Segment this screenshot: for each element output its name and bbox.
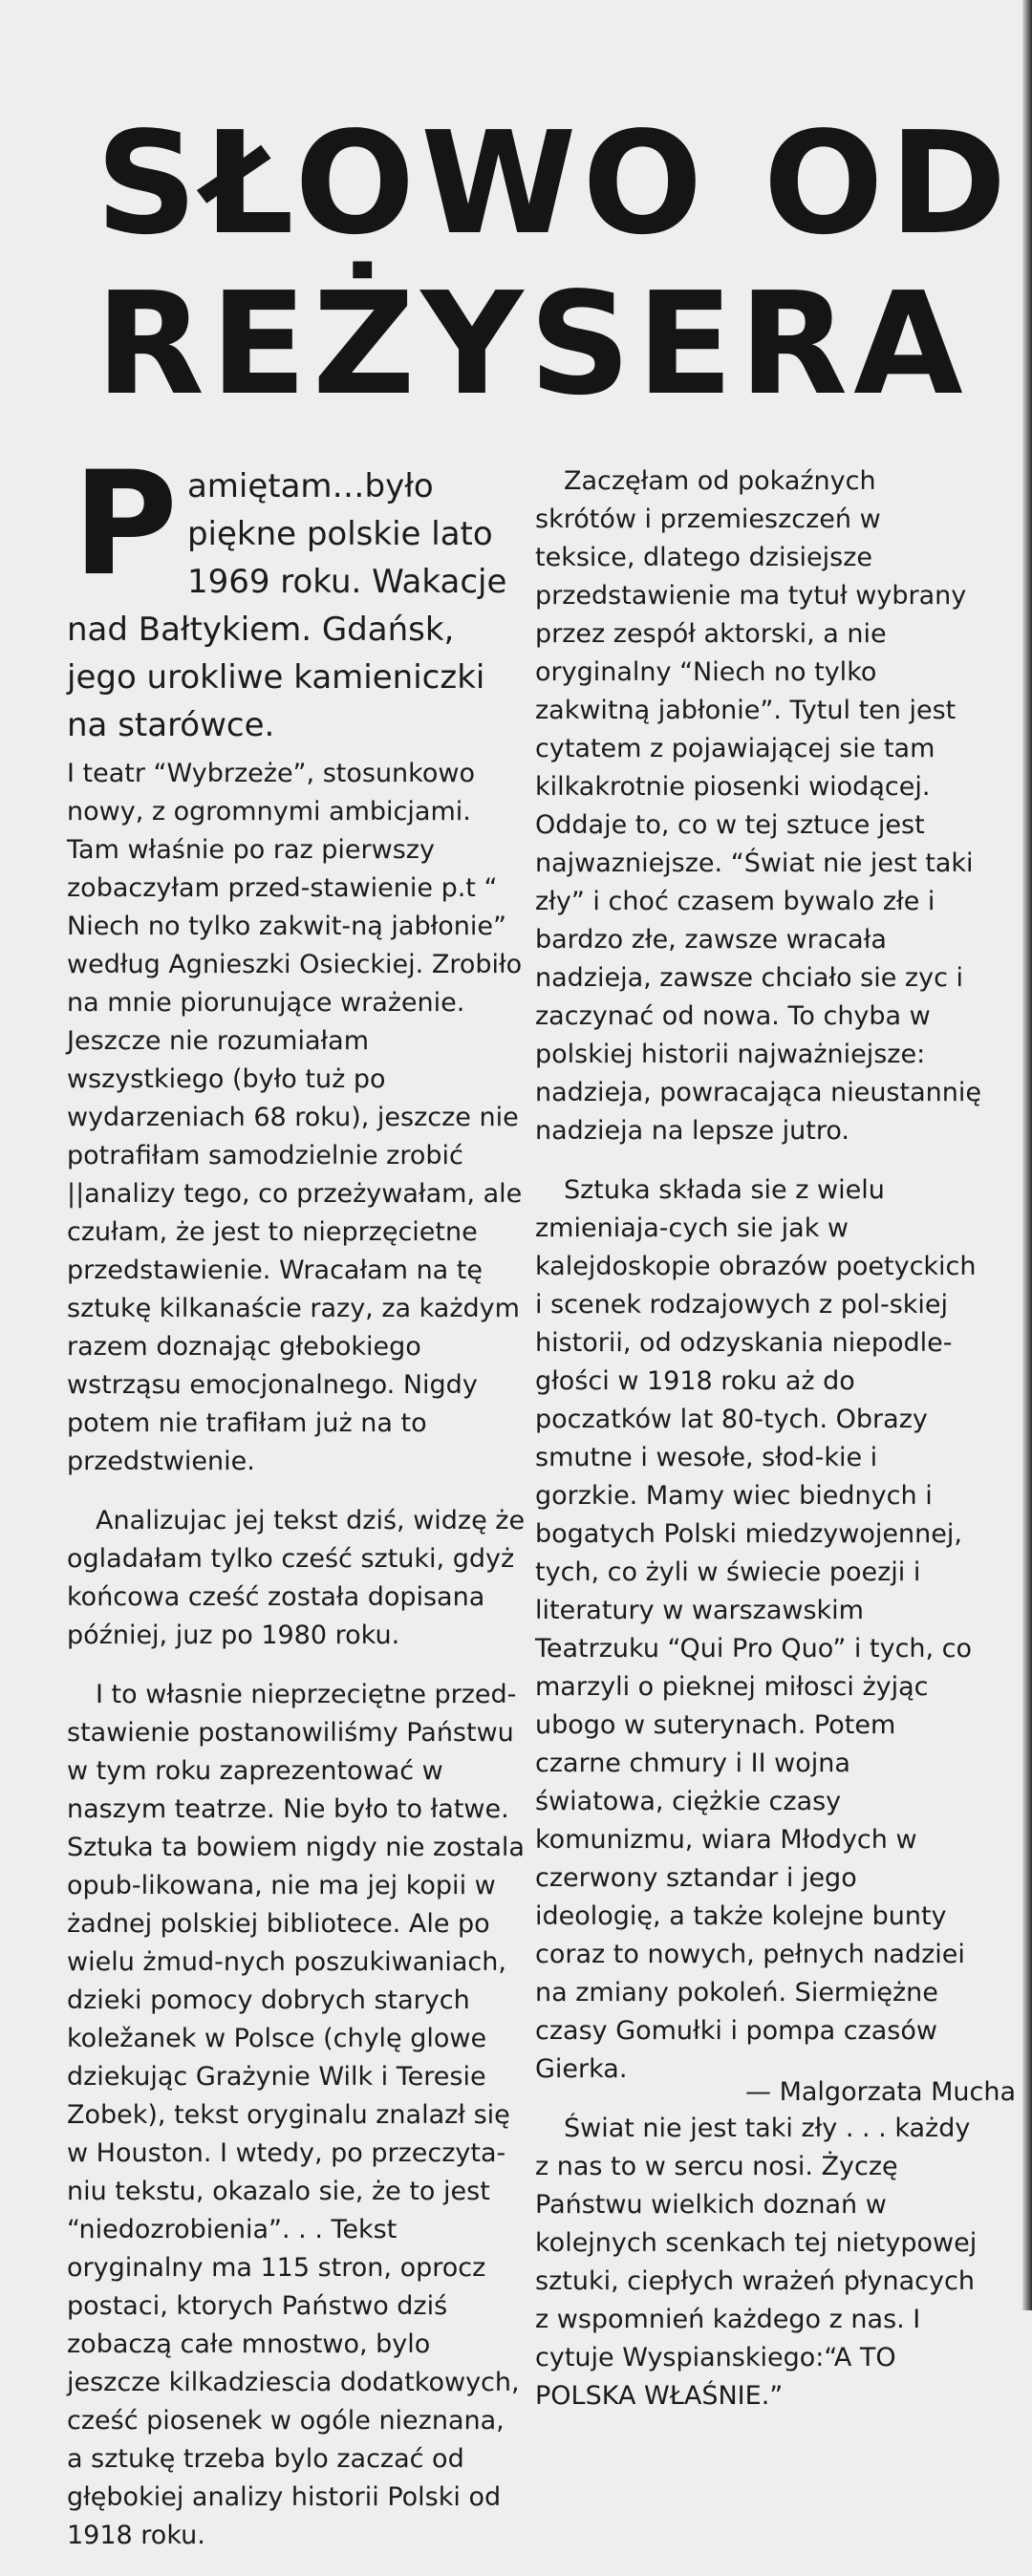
right-paragraph-1: Zaczęłam od pokaźnych skrótów i przemieszczeń w teksice, dlatego dzisiejsze przedstawienie ma tytuł wybrany przez zespół aktorski, a nie oryginalny “Niech no tylko zakwitną jabłonie”. Tytul ten jest cytatem z pojawiającej sie tam kilkakrotnie piosenki wiodącej. Oddaje to, co w tej sztuce jest najwazniejsze. “Świat nie jest taki zły” i choć czasem bywalo złe i bardzo złe, zawsze wracała nadzieja, zawsze chciało sie zyc i zaczynać od nowa. To chyba w polskiej historii najważniejsze: nadzieja, powracająca nieustannię nadzieja na lepsze jutro. bbox=[535, 466, 981, 1146]
left-paragraph-3: I to własnie nieprzeciętne przed-stawienie postanowiliśmy Państwu w tym roku zaprezentować w naszym teatrze. Nie było to łatwe. Sztuka ta bowiem nigdy nie zostala opub-likowana, nie ma jej kopii w żadnej polskiej bibliotece. Ale po wielu żmud-nych poszukiwaniach, dzieki pomocy dobrych starych koležanek w Polsce (chylę glowe dziekując Grażynie Wilk i Teresie Zobek), tekst oryginalu znalazł się w Houston. I wtedy, po przeczyta-niu tekstu, okazalo sie, że to jest “niedozrobienia”. . . Tekst oryginalny ma 115 stron, oprocz postaci, ktorych Państwo dziś zobaczą całe mnostwo, bylo jeszcze kilkadziescia dodatkowych, cześć piosenek w ogóle nieznana, a sztukę trzeba bylo zaczać od głębokiej analizy historii Polski od 1918 roku. bbox=[67, 1680, 525, 2550]
page-edge bbox=[1022, 0, 1032, 2310]
title-line-1: SŁOWO OD bbox=[96, 101, 1013, 266]
author-signature: — Malgorzata Mucha bbox=[745, 2077, 1017, 2107]
page-title bbox=[96, 101, 1013, 426]
drop-cap: P bbox=[73, 441, 178, 608]
right-paragraph-2: Sztuka składa sie z wielu zmieniaja-cych sie jak w kalejdoskopie obrazów poetyckich i scenek rodzajowych z pol-skiej historii, od odzyskania niepodle-głości w 1918 roku aż do poczatków lat 80-tych. Obrazy smutne i wesołe, słod-kie i gorzkie. Mamy wiec biednych i bogatych Polski miedzywojennej, tych, co żyli w świecie poezji i literatury w warszawskim Teatrzuku “Qui Pro Quo” i tych, co marzyli o pieknej miłosci żyjąc ubogo w suterynach. Potem czarne chmury i II wojna światowa, ciężkie czasy komunizmu, wiara Młodych w czerwony sztandar i jego ideologię, a także kolejne bunty coraz to nowych, pełnych nadziei na zmiany pokoleń. Siermiężne czasy Gomułki i pompa czasów Gierka. bbox=[535, 1175, 977, 2084]
right-column bbox=[535, 462, 984, 2436]
right-paragraph-3: Świat nie jest taki zły . . . każdy z nas to w sercu nosi. Życzę Państwu wielkich doznań w kolejnych scenkach tej nietypowej sztuki, ciepłych wrażeń płynacych z wspomnień każdego z nas. I cytuje Wyspianskiego:“A TO POLSKA WŁAŚNIE.” bbox=[535, 2114, 978, 2411]
title-line-2: REŻYSERA bbox=[96, 262, 969, 426]
left-paragraph-1: I teatr “Wybrzeże”, stosunkowo nowy, z ogromnymi ambicjami. Tam właśnie po raz pierwszy zobaczyłam przed-stawienie p.t “ Niech no tylko zakwit-ną jabłonie” według Agnieszki Osieckiej. Zrobiło na mnie piorunujące wrażenie. Jeszcze nie rozumiałam wszystkiego (było tuż po wydarzeniach 68 roku), jeszcze nie potrafiłam samodzielnie zrobić ||analizy tego, co przeżywałam, ale czułam, że jest to nieprzęcietne przedstawienie. Wracałam na tę sztukę kilkanaście razy, za każdym razem doznając głebokiego wstrząsu emocjonalnego. Nigdy potem nie trafiłam już na to przedstwienie. bbox=[67, 759, 523, 1476]
lead-text: amiętam…było piękne polskie lato 1969 roku. Wakacje nad Bałtykiem. Gdańsk, jego urokliwe kamieniczki na starówce. bbox=[67, 467, 507, 744]
lead-paragraph bbox=[67, 441, 526, 749]
left-column bbox=[67, 441, 526, 2576]
left-paragraph-2: Analizujac jej tekst dziś, widzę że ogladałam tylko cześć sztuki, gdyż końcowa cześć została dopisana później, juz po 1980 roku. bbox=[67, 1506, 526, 1650]
